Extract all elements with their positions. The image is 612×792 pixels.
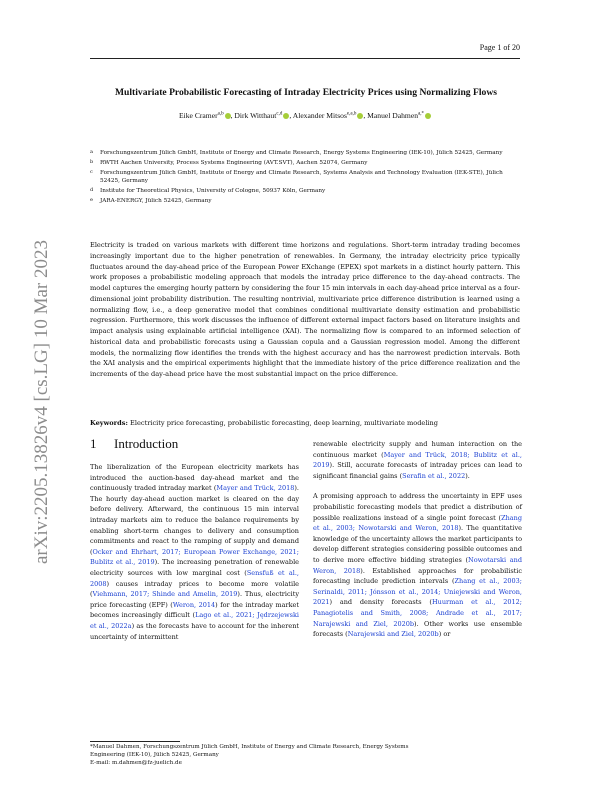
left-column bbox=[90, 436, 299, 652]
body-text: ). Thus, electricity price forecasting (EPF) ( bbox=[90, 590, 299, 609]
body-text: ) causes intraday prices to become more volatile ( bbox=[90, 579, 299, 599]
affiliation-list bbox=[90, 150, 510, 209]
affiliation bbox=[90, 150, 510, 158]
affiliation-text: Forschungszentrum Jülich GmbH, Institute of Energy and Climate Research, Energy Systems Engineering (IEK-10), Jülich 52425, Germany bbox=[100, 150, 503, 156]
affiliation bbox=[90, 198, 510, 206]
affiliation bbox=[90, 160, 510, 168]
footnote-rule bbox=[90, 741, 180, 742]
orcid-icon[interactable] bbox=[357, 113, 363, 119]
body-text: ) and density forecasts ( bbox=[329, 598, 432, 607]
body-text: ) as the forecasts have to account for the inherent uncertainty of intermittent bbox=[90, 621, 299, 641]
author-name: Dirk Witthaut bbox=[234, 111, 277, 120]
author-marks: e,a,b bbox=[346, 111, 357, 117]
affiliation bbox=[90, 188, 510, 196]
affiliation-text: Forschungszentrum Jülich GmbH, Institute of Energy and Climate Research, Systems Analysis and Technology Evaluation (IEK-STE), Jülich 52425, Germany bbox=[100, 170, 503, 184]
body-text: ). bbox=[465, 471, 470, 480]
affiliation-mark: d bbox=[90, 187, 94, 194]
body-text: ). Other works use ensemble forecasts ( bbox=[313, 619, 522, 639]
section-heading bbox=[90, 436, 299, 452]
author-marks: a,* bbox=[418, 111, 424, 117]
citation-link[interactable]: Lago et al., 2021; Jędrzejewski et al., 2022a bbox=[90, 611, 299, 630]
footnote-line: E-mail: m.dahmen@fz-juelich.de bbox=[90, 759, 182, 766]
keywords bbox=[90, 418, 520, 428]
paper-title: Multivariate Probabilistic Forecasting of Intraday Electricity Prices using Normalizing Flows bbox=[114, 87, 497, 98]
citation-link[interactable]: Narajewski and Ziel, 2020b bbox=[347, 630, 439, 639]
affiliation-mark: a bbox=[90, 149, 93, 155]
author-list: Eike Cramer$^{a,b}$ , Dirk Witthaut$^{c,d}$ , Alexander Mitsos$^{e,a,b}$ , Manuel Dahmen$^{a,*}$ bbox=[90, 111, 520, 120]
body-text: ). Still, accurate forecasts of intraday prices can lead to significant financial gains ( bbox=[313, 461, 522, 480]
arxiv-stamp-text: arXiv:2205.13826v4 [cs.LG] 10 Mar 2023 bbox=[31, 239, 52, 565]
citation-link[interactable]: Mayer and Trück, 2018 bbox=[216, 484, 295, 493]
keywords-text: Electricity price forecasting, probabilistic forecasting, deep learning, multivariate modeling bbox=[130, 419, 439, 427]
body-text: ). The increasing penetration of renewable electricity sources with low marginal cost ( bbox=[90, 558, 299, 577]
affiliation-text: Institute for Theoretical Physics, University of Cologne, 50937 Köln, Germany bbox=[100, 188, 326, 195]
body-text: renewable electricity supply and human interaction on the continuous market ( bbox=[313, 440, 522, 459]
body-paragraph bbox=[313, 491, 522, 639]
body-text: A promising approach to address the uncertainty in EPF uses probabilistic forecasting models that predict a distribution of possible realizations instead of a single point forecast ( bbox=[313, 492, 522, 522]
left-paragraphs bbox=[90, 462, 299, 642]
citation-link[interactable]: Sensfuß et al., 2008 bbox=[90, 568, 299, 588]
header-rule bbox=[90, 58, 520, 59]
citation-link[interactable]: Nowotarski and Weron, 2018 bbox=[313, 555, 522, 575]
affiliation-text: RWTH Aachen University, Process Systems Engineering (AVT.SVT), Aachen 52074, Germany bbox=[100, 160, 368, 167]
body-paragraph bbox=[313, 439, 522, 481]
author bbox=[367, 111, 431, 120]
orcid-icon[interactable] bbox=[283, 113, 289, 119]
affiliation-mark: e bbox=[90, 197, 93, 204]
right-paragraphs bbox=[313, 439, 522, 640]
citation-link[interactable]: Zhang et al., 2003; Serinaldi, 2011; Jónsson et al., 2014; Uniejewski and Weron, 2021 bbox=[313, 577, 522, 607]
affiliation-text: JARA-ENERGY, Jülich 52425, Germany bbox=[100, 198, 212, 205]
body-text: ). The hourly day-ahead auction market is cleared on the day before delivery. Afterward, the continuous 15 min interval intraday markets aim to reduce the balance requirements by enabling short-term changes to delivery and consumption commitments and react to the ramping of supply and demand ( bbox=[90, 484, 299, 556]
footnote-line: *Manuel Dahmen, Forschungszentrum Jülich GmbH, Institute of Energy and Climate Research, Energy Systems bbox=[90, 744, 409, 750]
section-number: 1 bbox=[90, 436, 97, 451]
footnote bbox=[90, 744, 490, 767]
author-name: Eike Cramer bbox=[179, 111, 218, 120]
author bbox=[293, 111, 364, 120]
body-text: The liberalization of the European electricity markets has introduced the auction-based day-ahead market and the continuously traded intraday market ( bbox=[90, 463, 299, 493]
author-name: Manuel Dahmen bbox=[367, 111, 418, 120]
author bbox=[234, 111, 289, 120]
section-title: Introduction bbox=[114, 436, 179, 451]
citation-link[interactable]: Serafin et al., 2022 bbox=[402, 471, 466, 480]
body-text: ). The quantitative knowledge of the uncertainty allows the market participants to develop different strategies considering possible outcomes and to derive more effective bidding strategies ( bbox=[313, 524, 522, 564]
body-text: ) for the intraday market becomes increasingly difficult ( bbox=[90, 600, 299, 620]
citation-link[interactable]: Ocker and Ehrhart, 2017; European Power Exchange, 2021; Bublitz et al., 2019 bbox=[90, 547, 299, 567]
affiliation-mark: b bbox=[90, 159, 94, 166]
author-name: Alexander Mitsos bbox=[292, 111, 347, 120]
citation-link[interactable]: Huurman et al., 2012; Panagiotelis and Smith, 2008; Andrade et al., 2017; Narajewski and Ziel, 2020b bbox=[313, 598, 522, 628]
author-marks: a,b bbox=[217, 111, 224, 117]
citation-link[interactable]: Mayer and Trück, 2018; Bublitz et al., 2019 bbox=[313, 450, 523, 470]
author bbox=[179, 111, 231, 120]
citation-link[interactable]: Weron, 2014 bbox=[172, 600, 216, 609]
citation-link[interactable]: Zhang et al., 2003; Nowotarski and Weron, 2018 bbox=[313, 513, 522, 533]
body-text: ) or bbox=[438, 630, 451, 639]
orcid-icon[interactable] bbox=[225, 113, 231, 119]
citation-link[interactable]: Viehmann, 2017; Shinde and Amelin, 2019 bbox=[92, 590, 238, 599]
affiliation bbox=[90, 170, 510, 185]
body-paragraph bbox=[90, 462, 299, 642]
author-marks: c,d bbox=[276, 111, 283, 117]
page-number: Page 1 of 20 bbox=[479, 43, 520, 52]
affiliation-mark: c bbox=[90, 169, 93, 176]
footnote-line: Engineering (IEK-10), Jülich 52425, Germany bbox=[90, 751, 219, 758]
orcid-icon[interactable] bbox=[425, 113, 431, 119]
keywords-label: Keywords: bbox=[90, 419, 128, 427]
right-column bbox=[313, 439, 522, 650]
body-text: ). Established approaches for probabilistic forecasting include prediction intervals ( bbox=[313, 566, 523, 586]
abstract: Electricity is traded on various markets with different time horizons and regulations. Short-term intraday trading becomes increasingly important due to the higher penetration of renewables. In Germany, the intraday electricity price typically fluctuates around the day-ahead price of the European Power EXchange (EPEX) spot markets in a distinct hourly pattern. This work proposes a probabilistic modeling approach that models the intraday price difference to the day-ahead contracts. The model captures the emerging hourly pattern by considering the four 15 min intervals in each day-ahead price interval as a four-dimensional joint probability distribution. The resulting nontrivial, multivariate price difference distribution is learned using a normalizing flow, i.e., a deep generative model that combines conditional multivariate density estimation and probabilistic regression. Furthermore, this work discusses the influence of different external impact factors based on literature insights and impact analysis using explainable artificial intelligence (XAI). The normalizing flow is compared to an informed selection of historical data and probabilistic forecasts using a Gaussian copula and a Gaussian regression model. Among the different models, the normalizing flow identifies the trends with the highest accuracy and has the narrowest prediction intervals. Both the XAI analysis and the empirical experiments highlight that the immediate history of the price difference realization and the increments of the day-ahead price have the most substantial impact on the price difference. bbox=[90, 241, 520, 378]
